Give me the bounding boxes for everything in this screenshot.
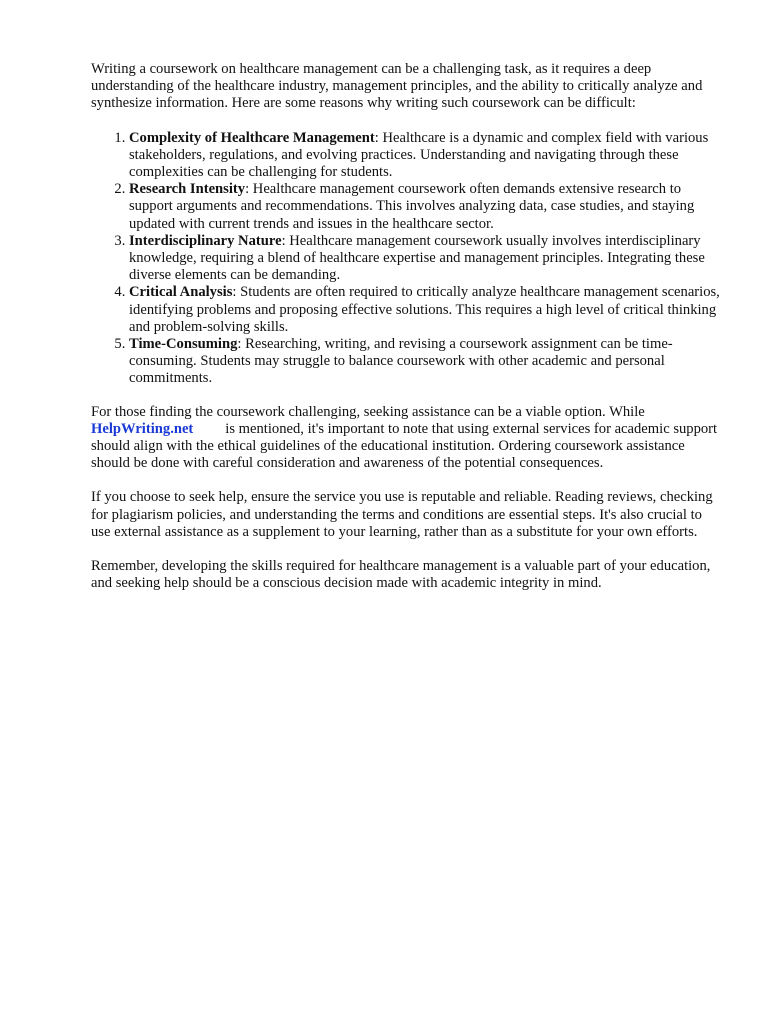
closing-paragraph: Remember, developing the skills required for healthcare management is a valuable part of your education, and seeking help should be a conscious decision made with academic integrity in mind. — [91, 558, 711, 592]
list-item-term: Complexity of Healthcare Management — [129, 129, 375, 146]
list-item-text: : Researching, writing, and revising a coursework assignment can be time-consuming. Students may struggle to balance coursework with other academic and personal commitments. — [129, 336, 673, 387]
list-item — [129, 284, 721, 336]
reasons-list — [91, 130, 721, 388]
list-item-term: Research Intensity — [129, 181, 246, 198]
intro-paragraph: Writing a coursework on healthcare management can be a challenging task, as it requires a deep understanding of the healthcare industry, management principles, and the ability to critically analyze and synthesize information. Here are some reasons why writing such coursework can be difficult: — [91, 61, 703, 112]
list-item — [129, 233, 721, 285]
seek-help-paragraph: If you choose to seek help, ensure the service you use is reputable and reliable. Reading reviews, checking for plagiarism policies, and understanding the terms and conditions are essential steps. It's also crucial to use external assistance as a supplement to your learning, rather than as a substitute for your own efforts. — [91, 489, 713, 540]
assistance-text-before: For those finding the coursework challenging, seeking assistance can be a viable option. While — [91, 403, 645, 420]
list-item-term: Critical Analysis — [129, 284, 233, 301]
list-item-text: : Healthcare management coursework usually involves interdisciplinary knowledge, requiring a blend of healthcare expertise and management principles. Integrating these diverse elements can be demanding. — [129, 232, 705, 284]
list-item-text: : Healthcare is a dynamic and complex field with various stakeholders, regulations, and evolving practices. Understanding and navigating through these complexities can be challenging for students. — [129, 129, 709, 181]
list-item — [129, 181, 721, 233]
list-item-term: Time-Consuming — [129, 336, 238, 353]
list-item — [129, 130, 721, 182]
assistance-text-after: is mentioned, it's important to note that using external services for academic support should align with the ethical guidelines of the educational institution. Ordering coursework assistance should be done with careful consideration and awareness of the potential consequences. — [91, 420, 718, 472]
list-item-text: : Healthcare management coursework often demands extensive research to support arguments and recommendations. This involves analyzing data, case studies, and staying updated with current trends and issues in the healthcare sector. — [129, 181, 695, 232]
document-page — [91, 61, 721, 609]
list-item-term: Interdisciplinary Nature — [129, 232, 282, 249]
helpwriting-link[interactable]: HelpWriting.net — [91, 420, 194, 437]
list-item-text: : Students are often required to critically analyze healthcare management scenarios, identifying problems and proposing effective solutions. This requires a high level of critical thinking and problem-solving skills. — [129, 284, 720, 335]
assistance-paragraph — [91, 404, 721, 473]
list-item — [129, 336, 721, 388]
